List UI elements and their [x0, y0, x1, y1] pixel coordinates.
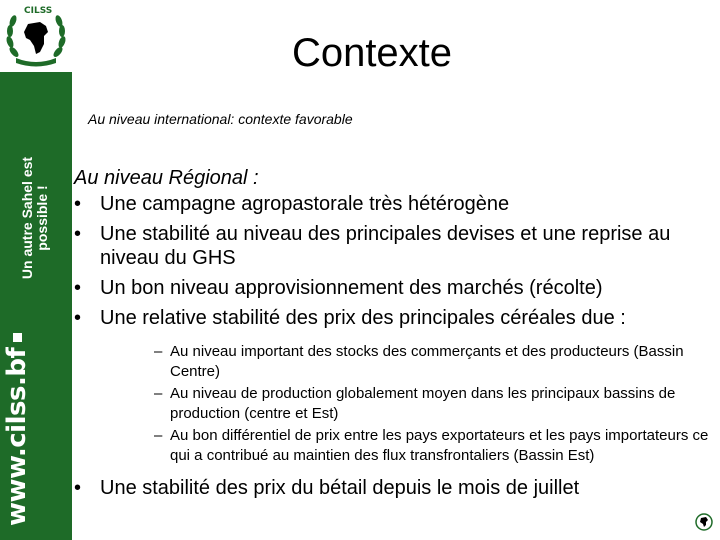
bullet-item: • Une campagne agropastorale très hétérogène — [74, 192, 720, 216]
sub-bullet-list — [154, 342, 720, 466]
bullet-item: • Une stabilité au niveau des principales devises et une reprise au niveau du GHS — [74, 222, 720, 270]
cilss-logo-icon — [0, 0, 72, 72]
logo-text: CILSS — [24, 6, 53, 16]
website-link[interactable] — [2, 327, 32, 526]
sidebar-tagline: Un autre Sahel est possible ! — [19, 156, 50, 280]
bullet-item — [74, 306, 720, 466]
slide-content — [74, 166, 720, 506]
bullet-item: • Un bon niveau approvisionnement des marchés (récolte) — [74, 276, 720, 300]
sub-bullet-item: – Au bon différentiel de prix entre les pays exportateurs et les pays importateurs ce qui a contribué au maintien des flux transfrontaliers (Bassin Est) — [154, 426, 720, 466]
bullet-text: Une relative stabilité des prix des principales céréales due : — [100, 307, 626, 329]
website-url: www.cilss.bf — [2, 347, 32, 526]
page-title: Contexte — [291, 31, 453, 75]
sidebar — [0, 0, 72, 540]
subtitle: Au niveau international: contexte favorable — [88, 111, 353, 127]
cilss-emblem-icon — [694, 512, 714, 537]
bullet-item: • Une stabilité des prix du bétail depuis le mois de juillet — [74, 476, 720, 500]
section-heading: Au niveau Régional : — [74, 167, 259, 189]
bullet-list — [74, 192, 720, 500]
sub-bullet-item: – Au niveau de production globalement moyen dans les principaux bassins de production (centre et Est) — [154, 384, 720, 424]
sub-bullet-item: – Au niveau important des stocks des commerçants et des producteurs (Bassin Centre) — [154, 342, 720, 382]
square-icon — [13, 333, 22, 342]
